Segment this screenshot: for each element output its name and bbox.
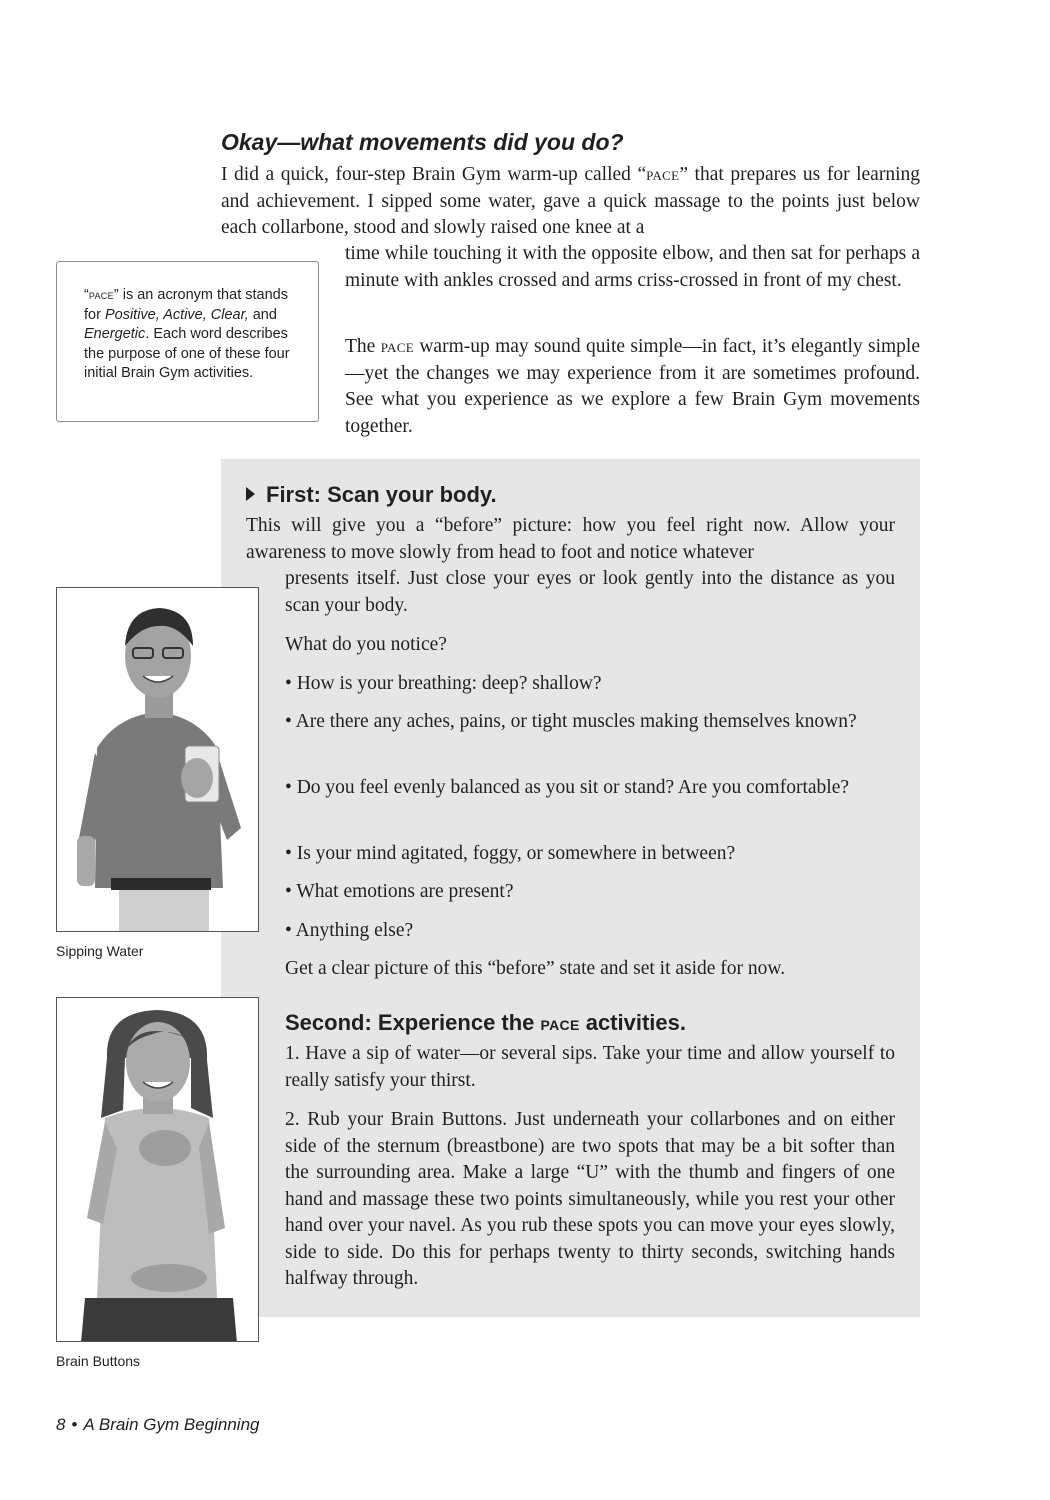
scan-paragraph-wide: This will give you a “before” picture: how you feel right now. Allow your awareness to move slowly from head to foot and notice whatever: [246, 515, 895, 563]
page-number: 8: [56, 1415, 66, 1434]
list-item: • What emotions are present?: [285, 881, 514, 902]
notice-question: What do you notice?: [285, 634, 447, 655]
second-step-heading: Second: Experience the pace activities.: [285, 1010, 686, 1035]
list-item: • Do you feel evenly balanced as you sit or stand? Are you comfortable?: [285, 777, 850, 798]
list-item: • Are there any aches, pains, or tight muscles making themselves known?: [285, 711, 857, 732]
first-step-heading: First: Scan your body.: [246, 481, 497, 509]
intro-paragraph-2: The pace warm-up may sound quite simple—in fact, it’s elegantly simple—yet the changes we may experience from it are sometimes profound. See what you experience as we explore a few Brain Gym movements together.: [345, 336, 920, 437]
photo-caption: Brain Buttons: [56, 1353, 141, 1369]
triangle-bullet-icon: [246, 487, 255, 501]
list-item: • How is your breathing: deep? shallow?: [285, 673, 602, 694]
brain-buttons-photo: [56, 997, 259, 1342]
pace-acronym: pace: [380, 336, 414, 356]
book-title: A Brain Gym Beginning: [83, 1415, 260, 1434]
sipping-water-photo: [56, 587, 259, 932]
list-item: • Anything else?: [285, 920, 414, 941]
list-item: • Is your mind agitated, foggy, or somewhere in between?: [285, 843, 736, 864]
section-heading: Okay—what movements did you do?: [221, 129, 624, 155]
step-2-paragraph: 2. Rub your Brain Buttons. Just underneath your collarbones and on either side of the sternum (breastbone) are two spots that may be a bit softer than the surrounding area. Make a large “U” with the thumb and fingers of one hand and massage these two points simultaneously, while you rest your other hand over your navel. As you rub these spots you can move your eyes slowly, side to side. Do this for perhaps twenty to thirty seconds, switching hands halfway through.: [285, 1109, 895, 1289]
photo-caption: Sipping Water: [56, 943, 144, 959]
scan-paragraph-narrow: presents itself. Just close your eyes or look gently into the distance as you scan your body.: [285, 568, 895, 616]
pace-acronym: pace: [646, 164, 680, 184]
pace-sidebar-note: “pace” is an acronym that stands for Positive, Active, Clear, and Energetic. Each word describes the purpose of one of these four initial Brain Gym activities.: [56, 261, 319, 422]
before-state-note: Get a clear picture of this “before” state and set it aside for now.: [285, 958, 786, 979]
page-footer: 8 • A Brain Gym Beginning: [56, 1415, 260, 1434]
intro-paragraph-narrow: time while touching it with the opposite elbow, and then sat for perhaps a minute with ankles crossed and arms criss-crossed in front of my chest.: [345, 243, 920, 291]
step-1-paragraph: 1. Have a sip of water—or several sips. Take your time and allow yourself to really satisfy your thirst.: [285, 1043, 895, 1091]
intro-paragraph-wide: I did a quick, four-step Brain Gym warm-up called “pace” that prepares us for learning and achievement. I sipped some water, gave a quick massage to the points just below each collarbone, stood and slowly raised one knee at a: [221, 164, 920, 238]
